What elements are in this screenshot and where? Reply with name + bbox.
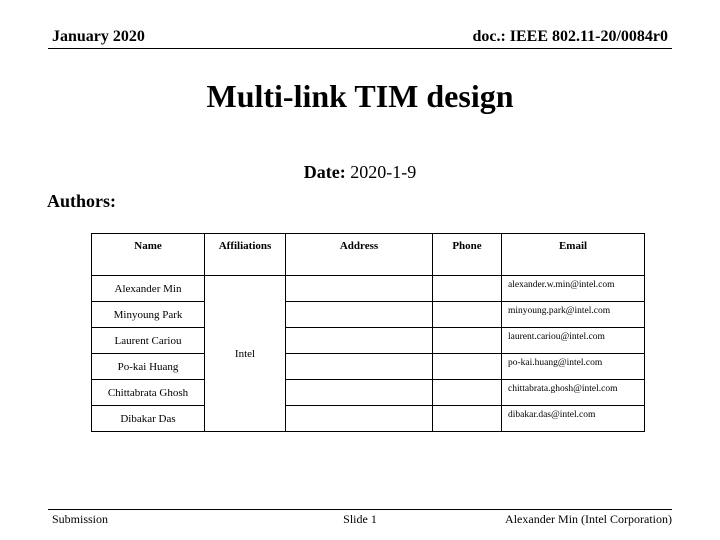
phone-cell <box>433 328 502 354</box>
email-cell: alexander.w.min@intel.com <box>502 276 645 302</box>
email-cell: po-kai.huang@intel.com <box>502 354 645 380</box>
table-header-row <box>92 234 645 276</box>
footer-slide-number: Slide 1 <box>343 512 377 526</box>
author-name: Minyoung Park <box>92 302 205 328</box>
column-header-email: Email <box>502 234 645 276</box>
table-row <box>92 406 645 432</box>
footer-rule <box>48 509 672 510</box>
header-rule <box>48 48 672 49</box>
address-cell <box>286 328 433 354</box>
address-cell <box>286 276 433 302</box>
author-name: Alexander Min <box>92 276 205 302</box>
date-label: Date: <box>303 162 346 182</box>
phone-cell <box>433 302 502 328</box>
email-cell: dibakar.das@intel.com <box>502 406 645 432</box>
table-row <box>92 302 645 328</box>
header-date: January 2020 <box>52 28 145 45</box>
footer-submission: Submission <box>52 512 109 526</box>
date-line <box>0 162 720 183</box>
phone-cell <box>433 354 502 380</box>
email-cell: minyoung.park@intel.com <box>502 302 645 328</box>
email-cell: laurent.cariou@intel.com <box>502 328 645 354</box>
column-header-affiliations: Affiliations <box>205 234 286 276</box>
slide-title: Multi-link TIM design <box>206 78 514 114</box>
table-row <box>92 380 645 406</box>
address-cell <box>286 406 433 432</box>
footer-author: Alexander Min (Intel Corporation) <box>505 512 672 526</box>
authors-label: Authors: <box>47 191 117 211</box>
column-header-name: Name <box>92 234 205 276</box>
author-name: Dibakar Das <box>92 406 205 432</box>
table-row <box>92 328 645 354</box>
table-row <box>92 354 645 380</box>
affiliation-cell: Intel <box>205 276 286 432</box>
authors-table <box>91 233 645 432</box>
date-value: 2020-1-9 <box>350 162 417 182</box>
column-header-phone: Phone <box>433 234 502 276</box>
phone-cell <box>433 276 502 302</box>
address-cell <box>286 354 433 380</box>
column-header-address: Address <box>286 234 433 276</box>
address-cell <box>286 380 433 406</box>
phone-cell <box>433 380 502 406</box>
phone-cell <box>433 406 502 432</box>
email-cell: chittabrata.ghosh@intel.com <box>502 380 645 406</box>
author-name: Laurent Cariou <box>92 328 205 354</box>
address-cell <box>286 302 433 328</box>
author-name: Chittabrata Ghosh <box>92 380 205 406</box>
author-name: Po-kai Huang <box>92 354 205 380</box>
header-doc-id: doc.: IEEE 802.11-20/0084r0 <box>472 28 668 45</box>
table-row <box>92 276 645 302</box>
